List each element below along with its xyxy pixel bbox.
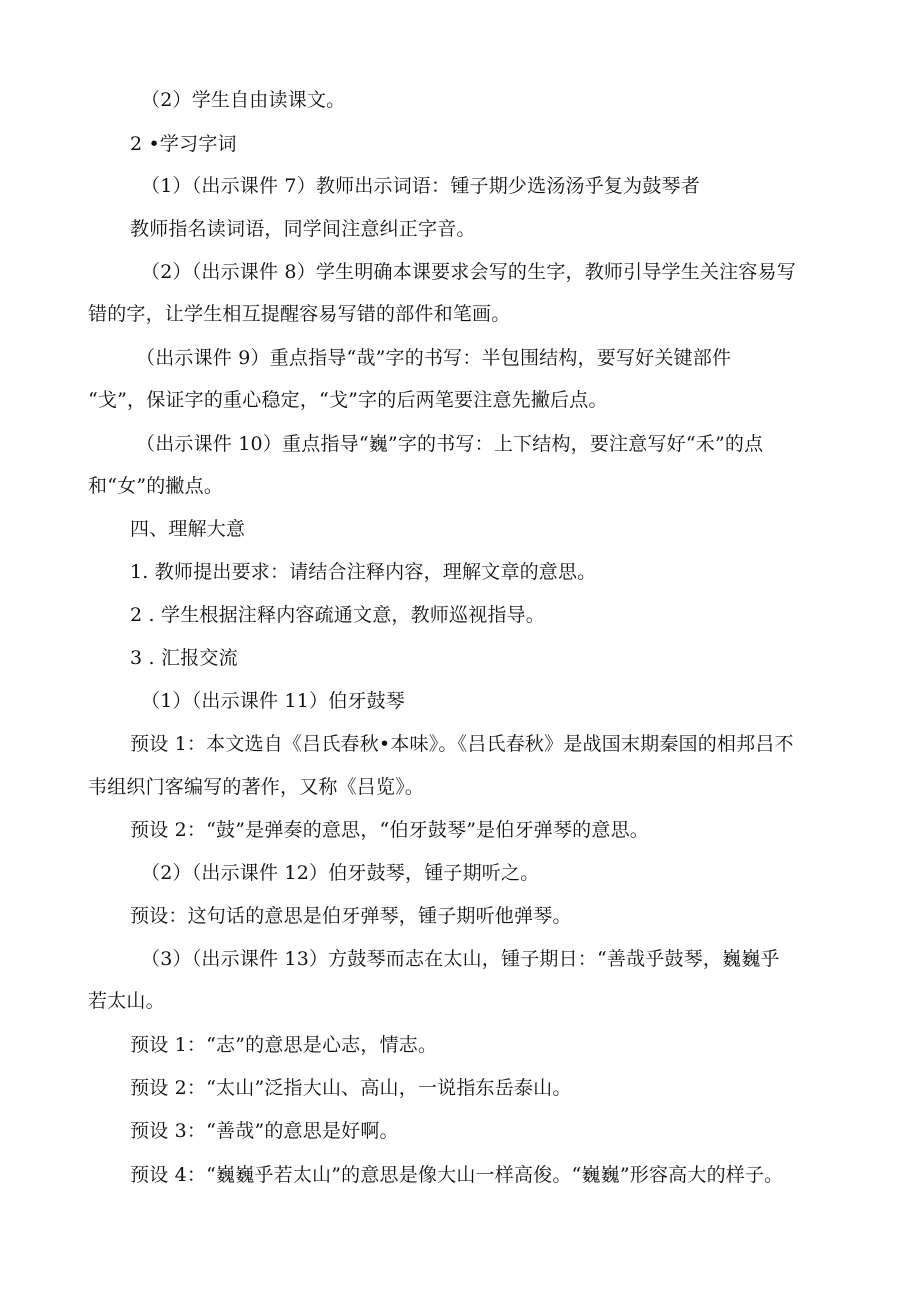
text-line: （2）（出示课件 8）学生明确本课要求会写的生字，教师引导学生关注容易写 — [141, 261, 796, 283]
text-line: 预设 1：“志”的意思是心志，情志。 — [130, 1034, 438, 1056]
text-line: （2）学生自由读课文。 — [141, 89, 346, 111]
text-line: 预设 2：“鼓”是弹奏的意思，“伯牙鼓琴”是伯牙弹琴的意思。 — [130, 819, 649, 841]
text-line: 3 . 汇报交流 — [130, 647, 238, 669]
text-line: 教师指名读词语，同学间注意纠正字音。 — [130, 218, 476, 240]
text-line: （出示课件 10）重点指导“巍”字的书写：上下结构，要注意写好“禾”的点 — [136, 433, 764, 455]
text-line: 若太山。 — [88, 990, 165, 1012]
text-line: 预设：这句话的意思是伯牙弹琴，锺子期听他弹琴。 — [130, 905, 572, 927]
text-line: （2）（出示课件 12）伯牙鼓琴，锺子期听之。 — [141, 862, 540, 884]
text-line: “戈”，保证字的重心稳定，“戈”字的后两笔要注意先撇后点。 — [88, 389, 608, 411]
text-line: 2 . 学生根据注释内容疏通文意，教师巡视指导。 — [130, 604, 546, 626]
text-line: （3）（出示课件 13）方鼓琴而志在太山，锺子期日：“善哉乎鼓琴，巍巍乎 — [141, 948, 780, 970]
text-line: 预设 1：本文选自《吕氏春秋•本味》。《吕氏春秋》是战国末期秦国的相邦吕不 — [130, 733, 794, 755]
text-line: 预设 4：“巍巍乎若太山”的意思是像大山一样高俊。“巍巍”形容高大的样子。 — [130, 1164, 784, 1186]
section-heading: 四、理解大意 — [130, 518, 246, 540]
text-line: 和“女”的撇点。 — [88, 475, 224, 497]
text-line: 错的字，让学生相互提醒容易写错的部件和笔画。 — [88, 303, 511, 325]
text-line: （1）（出示课件 7）教师出示词语：锺子期少选汤汤乎复为鼓琴者 — [141, 175, 700, 197]
text-line: 预设 3：“善哉”的意思是好啊。 — [130, 1120, 399, 1142]
text-line: 韦组织门客编写的著作，又称《吕览》。 — [88, 776, 425, 798]
text-line: 1. 教师提出要求：请结合注释内容，理解文章的意思。 — [130, 561, 597, 583]
section-heading: 2 •学习字词 — [130, 133, 237, 155]
text-line: 预设 2：“太山”泛指大山、高山，一说指东岳泰山。 — [130, 1077, 572, 1099]
text-line: （出示课件 9）重点指导“哉”字的书写：半包围结构，要写好关键部件 — [136, 347, 732, 369]
text-line: （1）（出示课件 11）伯牙鼓琴 — [141, 690, 406, 712]
